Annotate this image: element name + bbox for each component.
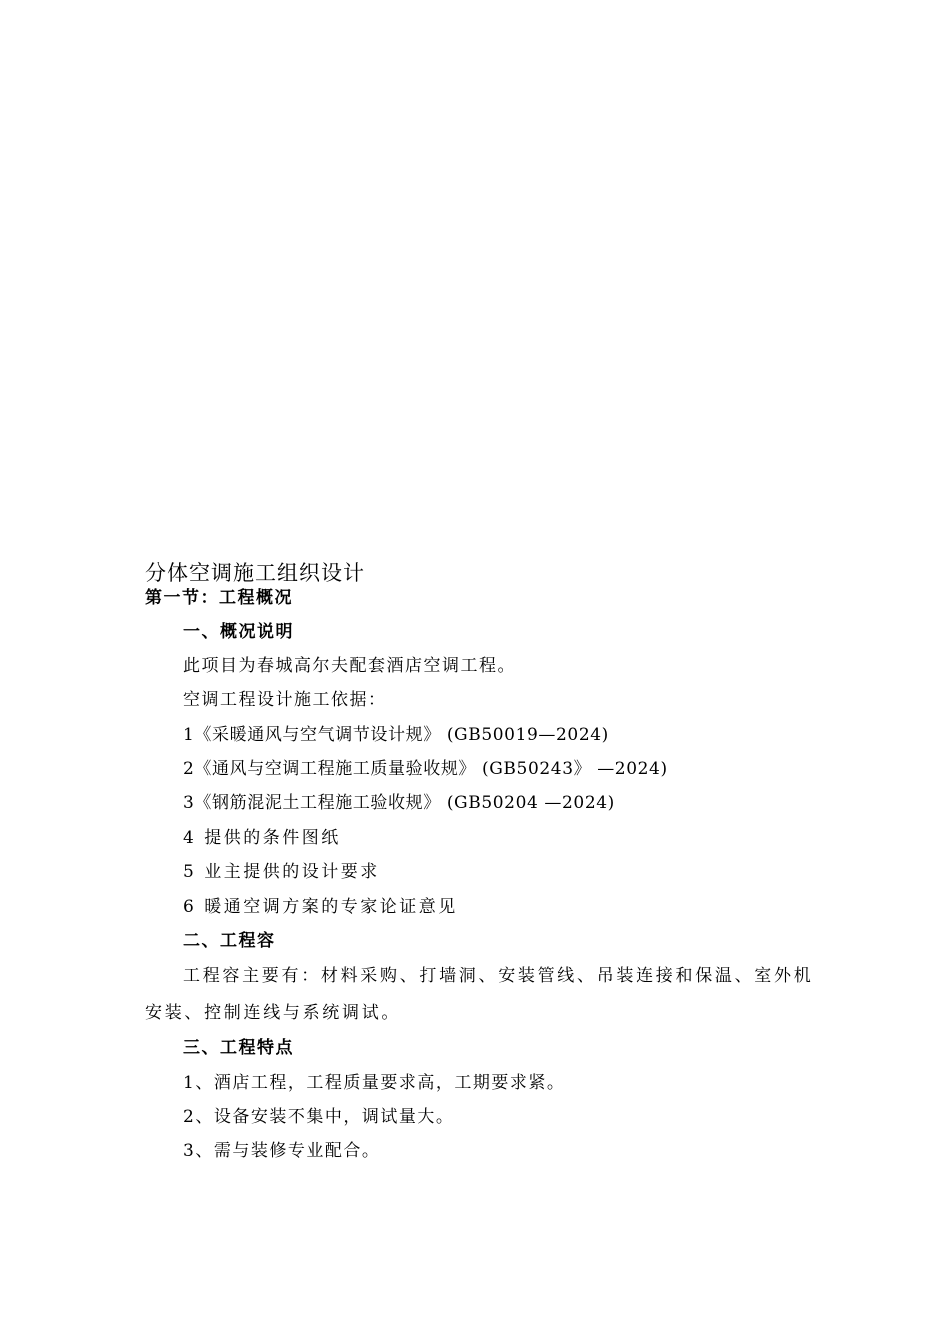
feature-item: 1、酒店工程，工程质量要求高，工期要求紧。 — [183, 1073, 566, 1093]
feature-item: 3、需与装修专业配合。 — [183, 1141, 381, 1161]
basis-item: 2《通风与空调工程施工质量验收规》 (GB50243》 —2024) — [183, 759, 668, 779]
subsection-heading-features: 三、工程特点 — [183, 1038, 294, 1058]
feature-item: 2、设备安装不集中，调试量大。 — [183, 1107, 455, 1127]
subsection-heading-scope: 二、工程容 — [183, 931, 276, 951]
basis-item: 1《采暖通风与空气调节设计规》 (GB50019—2024) — [183, 725, 609, 745]
scope-paragraph-line: 安装、控制连线与系统调试。 — [145, 1003, 402, 1023]
overview-intro: 此项目为春城高尔夫配套酒店空调工程。 — [183, 656, 516, 676]
scope-paragraph-line: 工程容主要有：材料采购、打墙洞、安装管线、吊装连接和保温、室外机 — [183, 966, 814, 986]
document-title: 分体空调施工组织设计 — [145, 561, 365, 585]
basis-item: 5 业主提供的设计要求 — [183, 862, 380, 882]
subsection-heading-overview: 一、概况说明 — [183, 622, 294, 642]
section-heading: 第一节：工程概况 — [145, 588, 293, 608]
design-basis-heading: 空调工程设计施工依据： — [183, 690, 387, 710]
basis-item: 6 暖通空调方案的专家论证意见 — [183, 897, 458, 917]
basis-item: 3《钢筋混泥土工程施工验收规》 (GB50204 —2024) — [183, 793, 615, 813]
basis-item: 4 提供的条件图纸 — [183, 828, 341, 848]
